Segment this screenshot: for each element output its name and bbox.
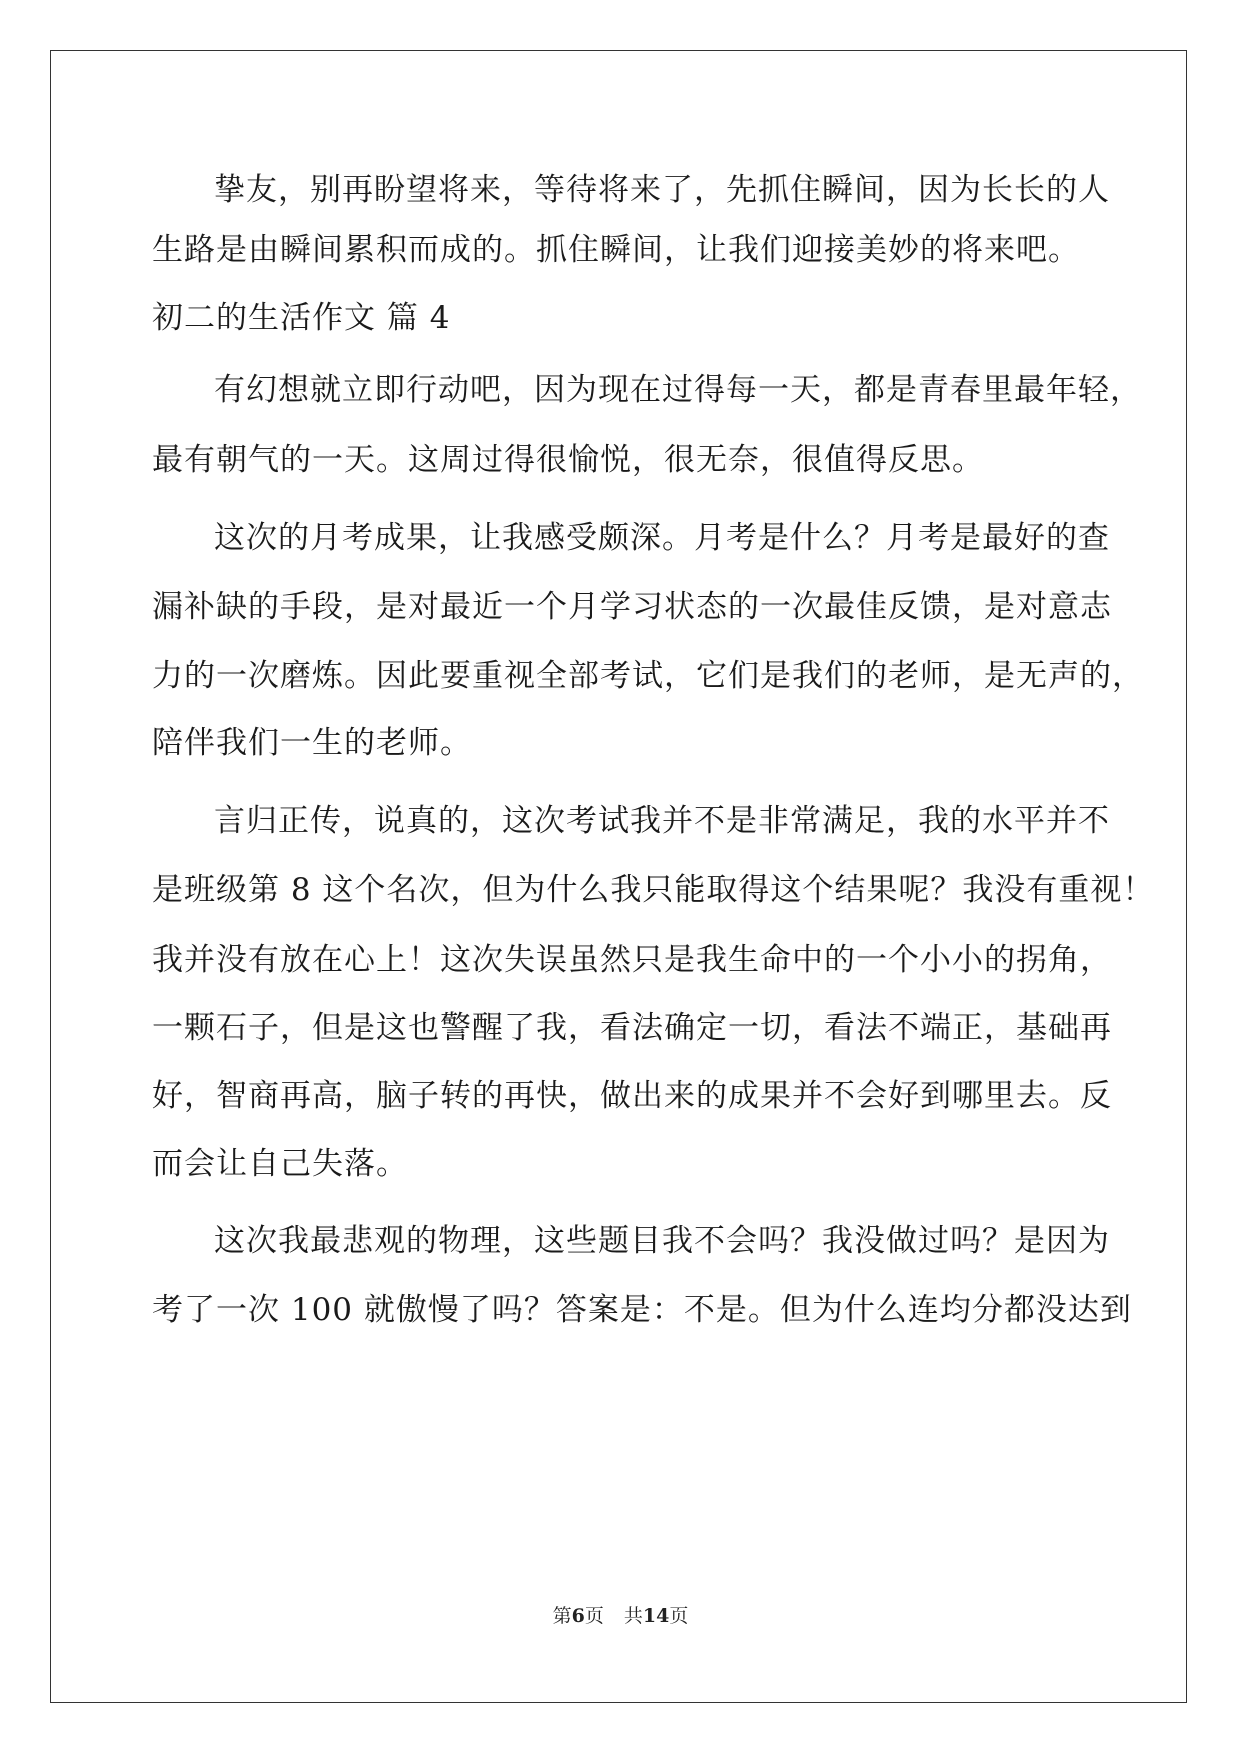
paragraph-line: 我并没有放在心上！这次失误虽然只是我生命中的一个小小的拐角， <box>152 942 1112 978</box>
footer-page-suffix: 页 <box>584 1605 604 1627</box>
page-footer <box>0 1604 1241 1628</box>
paragraph-line: 这次我最悲观的物理，这些题目我不会吗？我没做过吗？是因为 <box>214 1223 1110 1259</box>
paragraph-line: 好，智商再高，脑子转的再快，做出来的成果并不会好到哪里去。反 <box>152 1078 1112 1114</box>
paragraph-line: 生路是由瞬间累积而成的。抓住瞬间，让我们迎接美妙的将来吧。 <box>152 232 1080 268</box>
paragraph-line: 这次的月考成果，让我感受颇深。月考是什么？月考是最好的查 <box>214 520 1110 556</box>
paragraph-line: 考了一次 100 就傲慢了吗？答案是：不是。但为什么连均分都没达到 <box>152 1292 1132 1328</box>
paragraph-line: 有幻想就立即行动吧，因为现在过得每一天，都是青春里最年轻， <box>214 372 1142 408</box>
paragraph-line: 陪伴我们一生的老师。 <box>152 725 472 761</box>
current-page-number: 6 <box>571 1605 585 1627</box>
footer-total-suffix: 页 <box>669 1605 689 1627</box>
paragraph-line: 最有朝气的一天。这周过得很愉悦，很无奈，很值得反思。 <box>152 442 984 478</box>
section-heading: 初二的生活作文 篇 4 <box>152 300 451 336</box>
footer-prefix: 第 <box>552 1605 572 1627</box>
paragraph-line: 一颗石子，但是这也警醒了我，看法确定一切，看法不端正，基础再 <box>152 1010 1112 1046</box>
total-page-count: 14 <box>642 1605 670 1627</box>
footer-total-prefix: 共 <box>623 1605 643 1627</box>
paragraph-line: 挚友，别再盼望将来，等待将来了，先抓住瞬间，因为长长的人 <box>214 172 1110 208</box>
paragraph-line: 力的一次磨炼。因此要重视全部考试，它们是我们的老师，是无声的， <box>152 658 1144 694</box>
paragraph-line: 是班级第 8 这个名次，但为什么我只能取得这个结果呢？我没有重视！ <box>152 872 1155 908</box>
paragraph-line: 漏补缺的手段，是对最近一个月学习状态的一次最佳反馈，是对意志 <box>152 589 1112 625</box>
paragraph-line: 而会让自己失落。 <box>152 1146 408 1182</box>
paragraph-line: 言归正传，说真的，这次考试我并不是非常满足，我的水平并不 <box>214 803 1110 839</box>
